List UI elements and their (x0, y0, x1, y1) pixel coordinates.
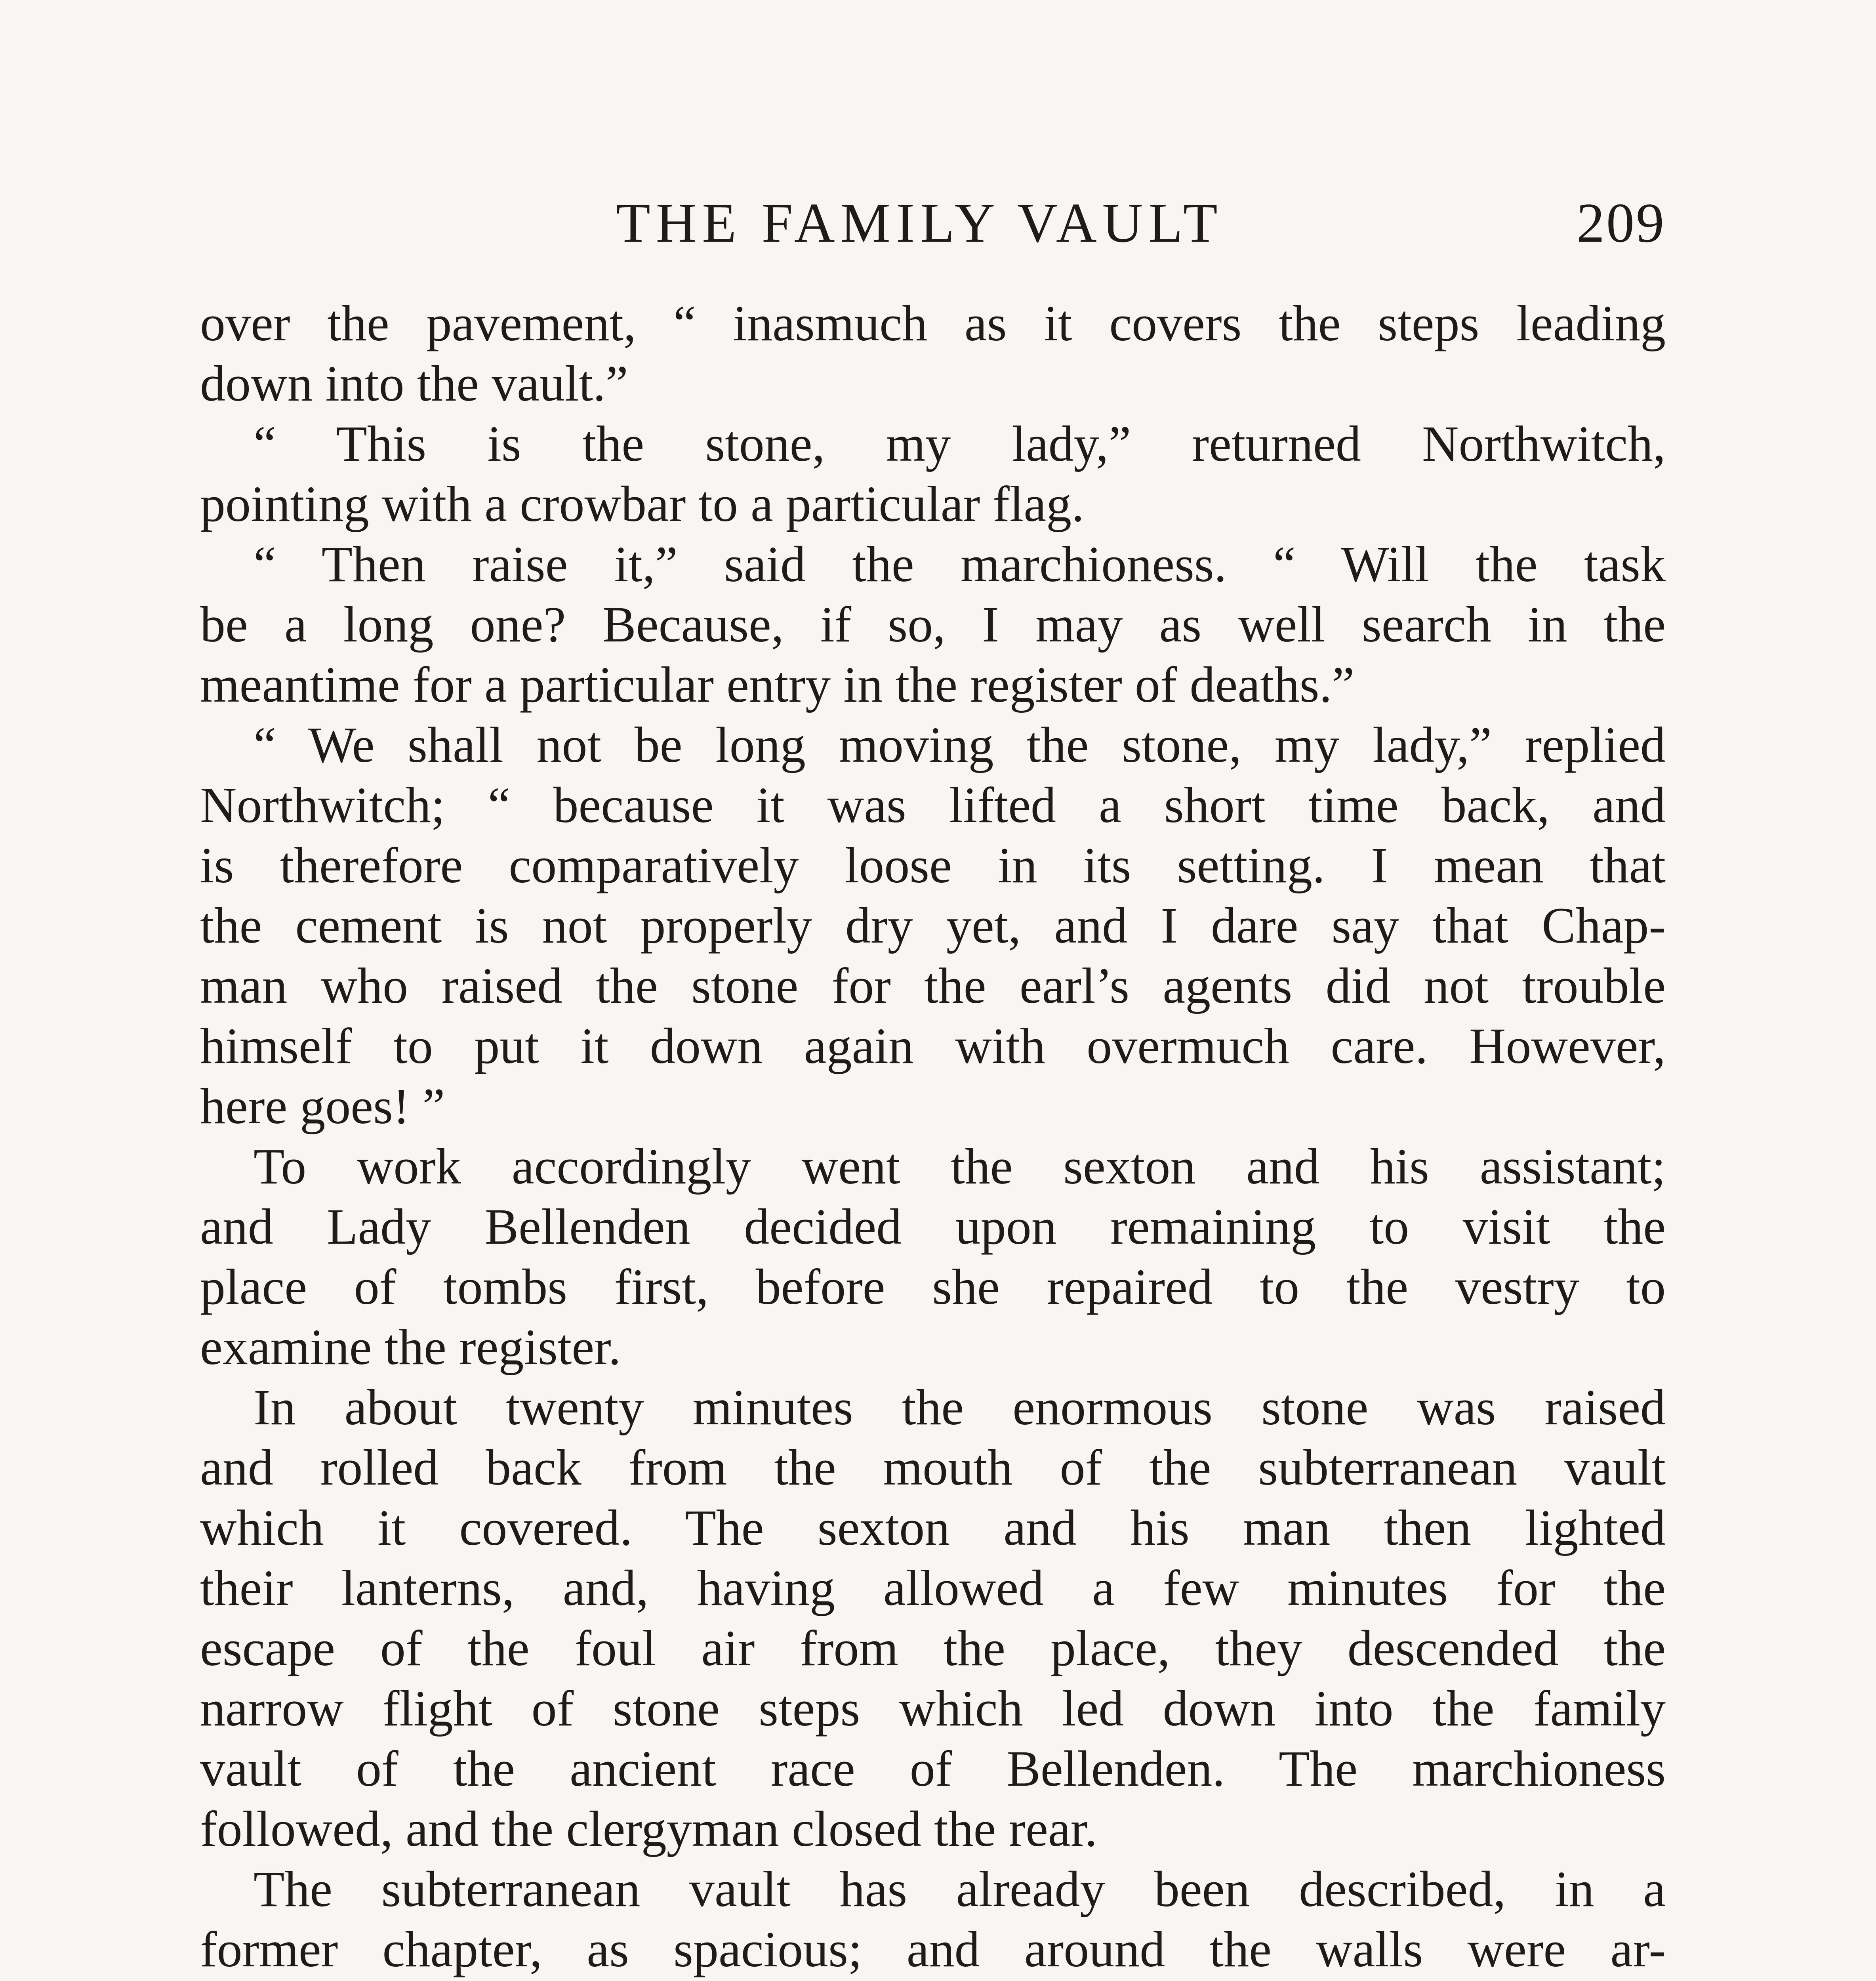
text-line: In about twenty minutes the enormous stone was raised (254, 1379, 1666, 1435)
text-line: their lanterns, and, having allowed a few minutes for the (200, 1560, 1666, 1616)
text-line: which it covered. The sexton and his man then lighted (200, 1500, 1666, 1556)
text-line: examine the register. (200, 1319, 621, 1375)
text-line: Northwitch; “ because it was lifted a short time back, and (200, 777, 1666, 833)
text-line: here goes! ” (200, 1078, 445, 1134)
text-line: “ We shall not be long moving the stone, my lady,” replied (254, 717, 1666, 773)
page-number: 209 (1577, 191, 1666, 254)
text-line: “ Then raise it,” said the marchioness. “ Will the task (254, 536, 1666, 592)
running-title: THE FAMILY VAULT (616, 191, 1223, 254)
text-line: former chapter, as spacious; and around the walls were ar- (200, 1921, 1666, 1977)
text-line: vault of the ancient race of Bellenden. The marchioness (200, 1741, 1666, 1797)
text-line: “ This is the stone, my lady,” returned Northwitch, (254, 416, 1666, 472)
text-line: place of tombs first, before she repaired to the vestry to (200, 1259, 1666, 1315)
text-line: To work accordingly went the sexton and his assistant; (254, 1138, 1666, 1195)
running-head (200, 182, 1666, 261)
text-line: is therefore comparatively loose in its setting. I mean that (200, 837, 1666, 893)
text-line: be a long one? Because, if so, I may as well search in the (200, 596, 1666, 653)
text-line (200, 1979, 1666, 1981)
text-line: and Lady Bellenden decided upon remaining to visit the (200, 1199, 1666, 1255)
text-line: pointing with a crowbar to a particular flag. (200, 476, 1085, 532)
text-line: the cement is not properly dry yet, and I dare say that Chap- (200, 897, 1666, 954)
text-line: over the pavement, “ inasmuch as it covers the steps leading (200, 295, 1666, 351)
text-line: narrow flight of stone steps which led down into the family (200, 1680, 1666, 1737)
body-text (200, 293, 1666, 1981)
text-line: himself to put it down again with overmuch care. However, (200, 1018, 1666, 1074)
text-line: down into the vault.” (200, 355, 628, 412)
text-line: man who raised the stone for the earl’s agents did not trouble (200, 958, 1666, 1014)
text-line: followed, and the clergyman closed the rear. (200, 1801, 1098, 1857)
text-line: and rolled back from the mouth of the subterranean vault (200, 1439, 1666, 1496)
text-line: The subterranean vault has already been described, in a (254, 1861, 1666, 1917)
text-line: meantime for a particular entry in the register of deaths.” (200, 657, 1355, 713)
text-line: escape of the foul air from the place, they descended the (200, 1620, 1666, 1676)
